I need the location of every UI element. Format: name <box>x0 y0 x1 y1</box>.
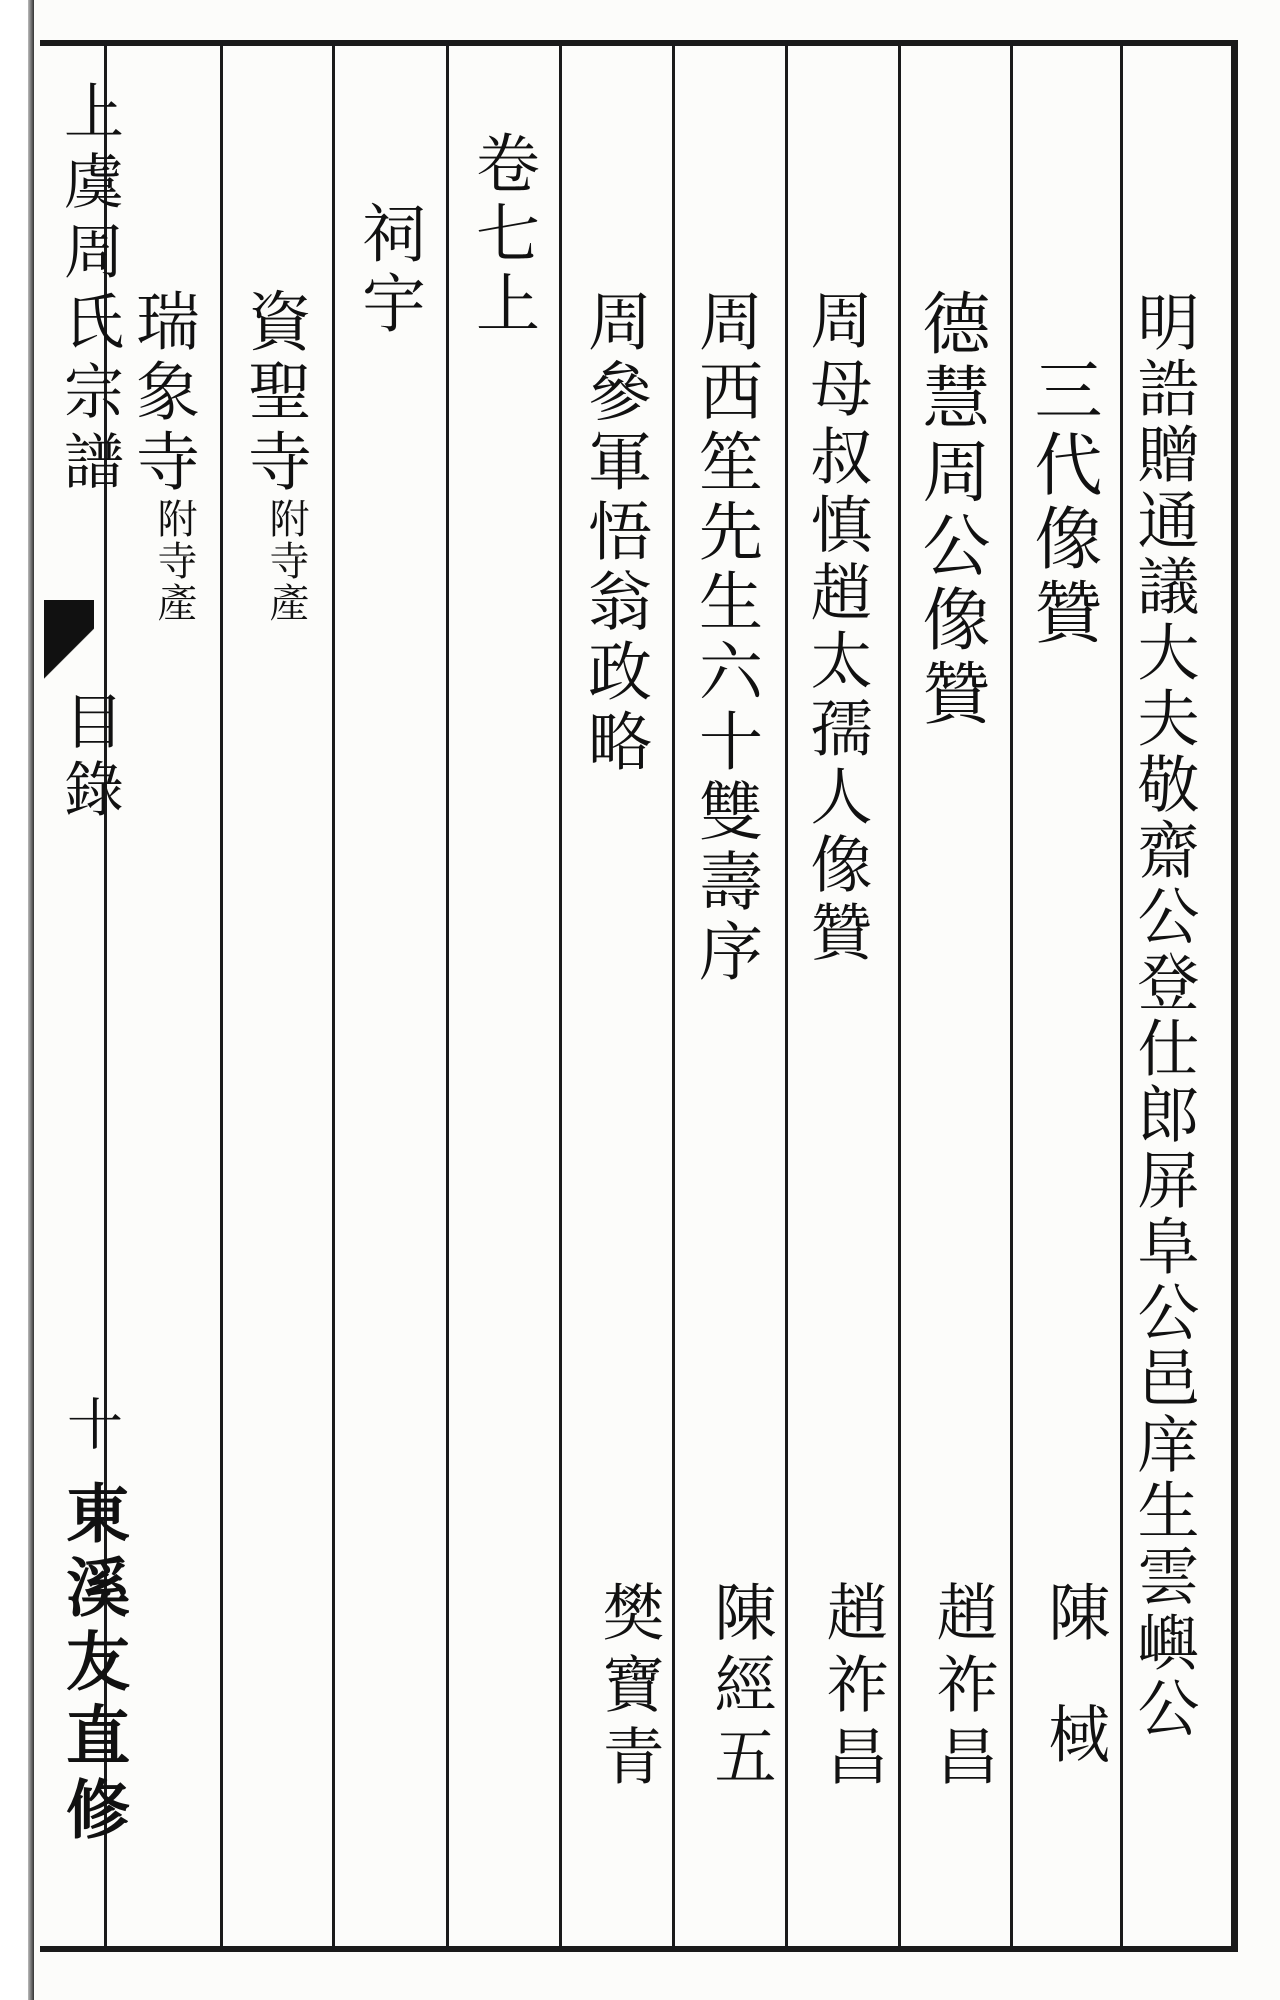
toc-entry-7-note: 附寺產 <box>263 498 309 624</box>
toc-entry-4-author: 趙祚昌 <box>816 1580 889 1796</box>
toc-entry-8-note: 附寺產 <box>151 498 197 624</box>
book-title: 上虞周氏宗譜 <box>54 80 124 500</box>
category-heading: 祠宇 <box>351 200 425 340</box>
column-rule <box>446 46 449 1946</box>
page-number: 十 <box>58 1395 123 1451</box>
toc-entry-2: 三代像贊 <box>1023 355 1102 651</box>
fishtail-mark <box>44 600 94 680</box>
column-rule <box>898 46 901 1946</box>
toc-entry-3: 德慧周公像贊 <box>911 288 990 732</box>
toc-entry-7-title: 資聖寺 <box>237 288 311 498</box>
column-rule <box>1010 46 1013 1946</box>
volume-heading: 卷七上 <box>465 130 539 340</box>
toc-entry-5-author: 陳經五 <box>704 1580 777 1796</box>
column-rule <box>332 46 335 1946</box>
toc-entry-1: 明誥贈通議大夫敬齋公登仕郎屏阜公邑庠生雲嶼公 <box>1127 290 1200 1742</box>
toc-entry-3-author: 趙祚昌 <box>926 1580 999 1796</box>
section-label: 目錄 <box>54 690 124 826</box>
toc-entry-7 <box>237 288 311 624</box>
column-rule <box>1120 46 1123 1946</box>
scan-edge <box>0 0 34 2000</box>
toc-entry-5: 周西笙先生六十雙壽序 <box>688 288 762 988</box>
toc-entry-4: 周母叔慎趙太孺人像贊 <box>800 288 873 968</box>
toc-entry-6: 周參軍悟翁政略 <box>577 288 651 778</box>
toc-entry-6-author: 樊寶青 <box>592 1580 665 1796</box>
column-rule <box>559 46 562 1946</box>
publisher-label: 東溪友直修 <box>55 1480 130 1850</box>
toc-entry-2-author: 陳棫 <box>1038 1580 1111 1824</box>
toc-entry-8-title: 瑞象寺 <box>125 288 199 498</box>
column-rule <box>220 46 223 1946</box>
column-rule <box>785 46 788 1946</box>
toc-entry-8 <box>125 288 199 624</box>
